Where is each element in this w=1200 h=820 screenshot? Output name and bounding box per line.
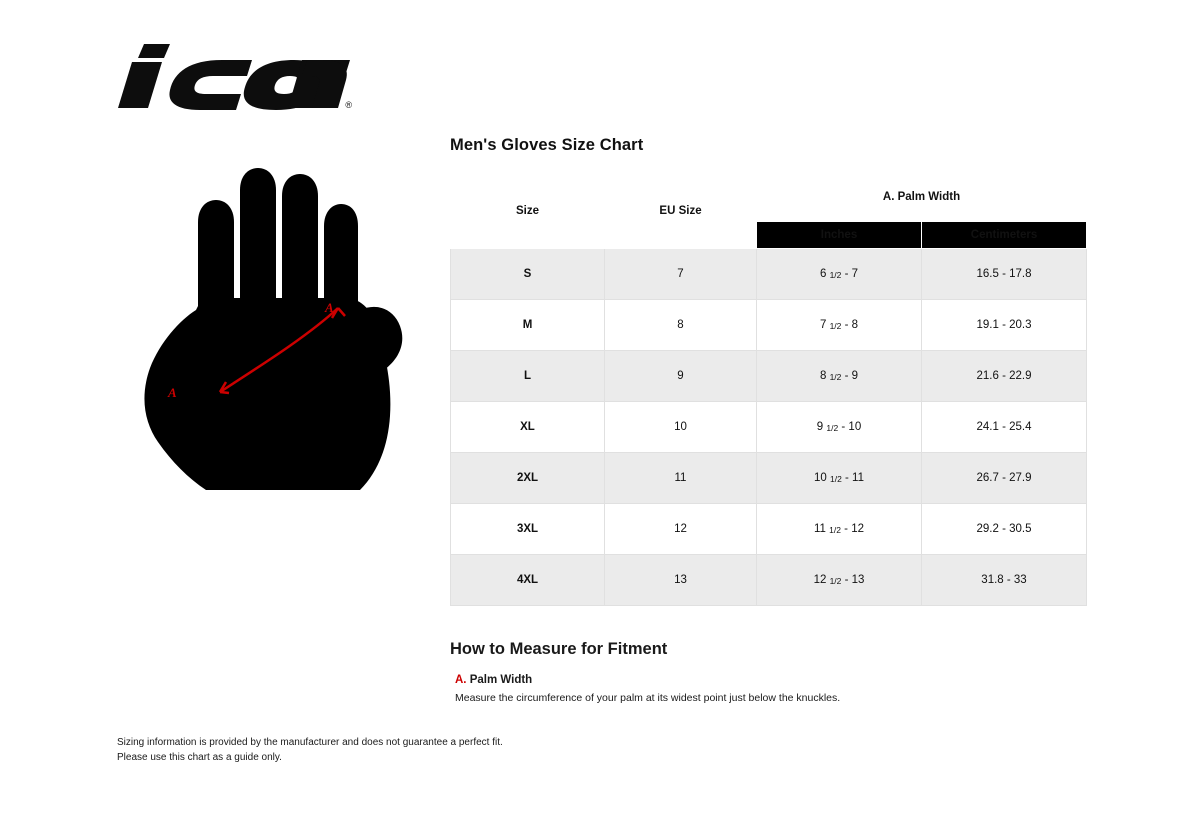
measurement-term [455,674,1086,686]
cell-centimeters: 21.6 - 22.9 [922,351,1087,402]
header-inches: Inches [757,222,922,249]
table-header-row [451,173,1087,222]
how-to-measure-title: How to Measure for Fitment [450,640,668,658]
cell-centimeters: 16.5 - 17.8 [922,249,1087,300]
brand-logo [118,42,358,114]
cell-inches: 10 1/2 - 11 [757,453,922,504]
cell-size: 2XL [451,453,605,504]
cell-inches: 12 1/2 - 13 [757,555,922,606]
cell-inches: 6 1/2 - 7 [757,249,922,300]
measurement-name: Palm Width [469,674,533,686]
cell-size: XL [451,402,605,453]
cell-eu-size: 8 [605,300,757,351]
table-row [451,300,1087,351]
measurement-description: Measure the circumference of your palm at its widest point just below the knuckles. [455,692,841,704]
how-to-measure-section [450,640,1086,704]
cell-centimeters: 31.8 - 33 [922,555,1087,606]
cell-eu-size: 11 [605,453,757,504]
page-title: Men's Gloves Size Chart [450,136,644,154]
cell-eu-size: 12 [605,504,757,555]
table-row [451,504,1087,555]
disclaimer-line-2: Please use this chart as a guide only. [117,752,282,763]
table-row [451,351,1087,402]
disclaimer-line-1: Sizing information is provided by the manufacturer and does not guarantee a perfect fit. [117,737,503,748]
registered-trademark-icon: ® [345,100,352,110]
cell-size: L [451,351,605,402]
cell-centimeters: 29.2 - 30.5 [922,504,1087,555]
hand-measurement-diagram [110,160,430,520]
header-centimeters: Centimeters [922,222,1087,249]
hand-silhouette-icon [110,160,430,520]
cell-centimeters: 24.1 - 25.4 [922,402,1087,453]
measurement-letter: A. [455,674,467,686]
measure-label-a-bottom: A [168,385,177,400]
cell-size: M [451,300,605,351]
cell-inches: 8 1/2 - 9 [757,351,922,402]
cell-eu-size: 7 [605,249,757,300]
size-chart-table [450,172,1087,606]
cell-eu-size: 9 [605,351,757,402]
measure-label-a-top: A [325,300,334,315]
table-row [451,249,1087,300]
table-row [451,555,1087,606]
cell-centimeters: 19.1 - 20.3 [922,300,1087,351]
cell-inches: 7 1/2 - 8 [757,300,922,351]
cell-size: 3XL [451,504,605,555]
disclaimer [117,735,503,765]
cell-inches: 9 1/2 - 10 [757,402,922,453]
cell-inches: 11 1/2 - 12 [757,504,922,555]
cell-centimeters: 26.7 - 27.9 [922,453,1087,504]
size-chart-panel [450,136,1086,704]
header-palm-width: A. Palm Width [757,173,1087,222]
cell-eu-size: 13 [605,555,757,606]
table-row [451,402,1087,453]
cell-eu-size: 10 [605,402,757,453]
cell-size: S [451,249,605,300]
icon-wordmark-icon [118,42,358,114]
table-row [451,453,1087,504]
header-eu-size: EU Size [605,173,757,249]
cell-size: 4XL [451,555,605,606]
header-size: Size [451,173,605,249]
